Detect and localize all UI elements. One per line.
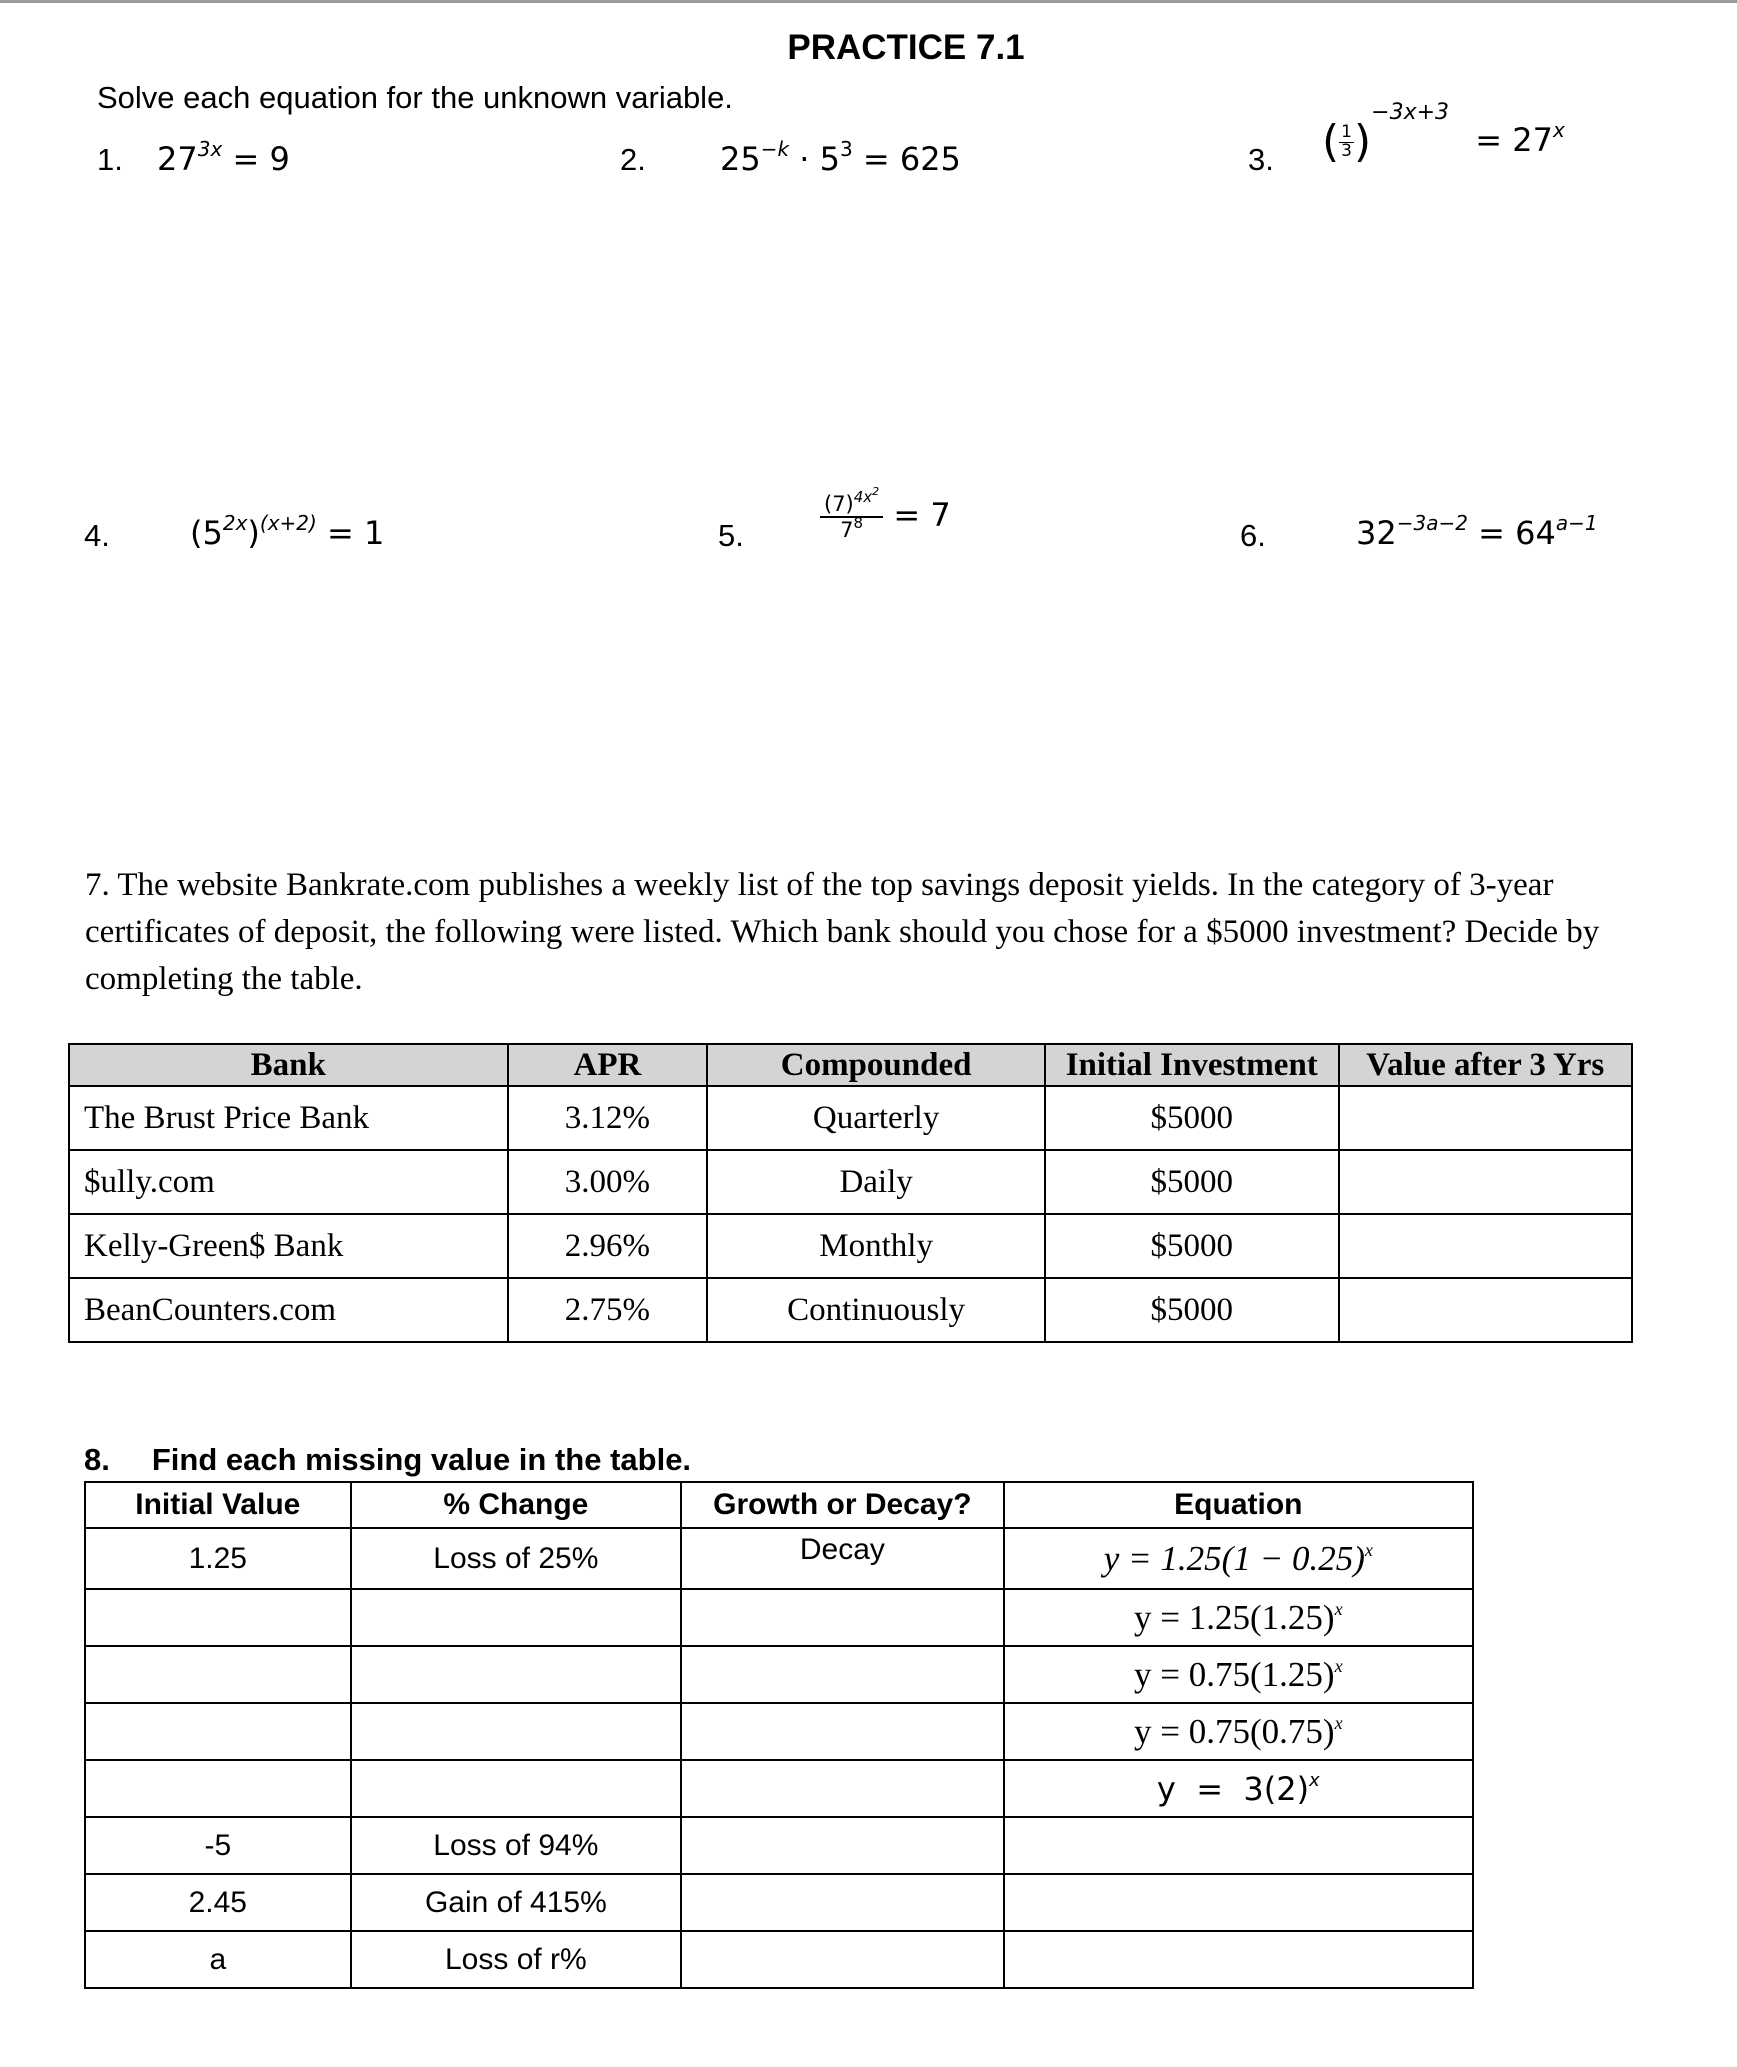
bank-name: $ully.com — [69, 1150, 508, 1214]
percent-change-cell[interactable]: Loss of r% — [351, 1931, 682, 1988]
growth-decay-cell[interactable] — [681, 1874, 1004, 1931]
initial-value-cell[interactable] — [85, 1760, 351, 1817]
percent-change-cell[interactable] — [351, 1703, 682, 1760]
problem-1-number: 1. — [97, 142, 123, 177]
problem-6-equation: $32^{-3a-2} = 64^{a-1}$ — [1356, 511, 1598, 552]
header-percent-change: % Change — [351, 1482, 682, 1528]
percent-change-cell[interactable]: Loss of 94% — [351, 1817, 682, 1874]
table-row — [85, 1760, 1473, 1817]
equation-cell[interactable]: $y = 0.75(1.25)^x$ — [1004, 1646, 1473, 1703]
problem-6-number: 6. — [1240, 518, 1266, 553]
problem-5-number: 5. — [718, 518, 744, 553]
table-row — [85, 1589, 1473, 1646]
apr-value: 3.12% — [508, 1086, 708, 1150]
page-title: PRACTICE 7.1 — [787, 28, 1025, 67]
growth-decay-cell[interactable] — [681, 1646, 1004, 1703]
investment-value: $5000 — [1045, 1086, 1339, 1150]
initial-value-cell[interactable] — [85, 1646, 351, 1703]
table-row — [69, 1086, 1632, 1150]
header-equation: Equation — [1004, 1482, 1473, 1528]
header-bank: Bank — [69, 1044, 508, 1086]
table-row — [85, 1931, 1473, 1988]
header-growth-or-decay: Growth or Decay? — [681, 1482, 1004, 1528]
table-row — [69, 1278, 1632, 1342]
fraction: $\frac{(7)^{4x^2}}{7^8}$ — [820, 492, 883, 542]
compounded-value: Daily — [707, 1150, 1045, 1214]
table-row — [85, 1528, 1473, 1589]
problem-1-equation: $27^{3x} = 9$ — [157, 137, 290, 178]
compounded-value: Monthly — [707, 1214, 1045, 1278]
compounded-value: Continuously — [707, 1278, 1045, 1342]
problem-4-number: 4. — [84, 518, 110, 553]
initial-value-cell[interactable]: 2.45 — [85, 1874, 351, 1931]
equation-cell[interactable] — [1004, 1874, 1473, 1931]
equation-cell[interactable]: $y = 1.25(1.25)^x$ — [1004, 1589, 1473, 1646]
compounded-value: Quarterly — [707, 1086, 1045, 1150]
apr-value: 2.96% — [508, 1214, 708, 1278]
percent-change-cell[interactable]: Loss of 25% — [351, 1528, 682, 1589]
table-row — [85, 1874, 1473, 1931]
growth-decay-cell[interactable] — [681, 1703, 1004, 1760]
problem-2-equation: $25^{-k} \cdot 5^3 = 625$ — [720, 137, 961, 178]
table-row — [69, 1214, 1632, 1278]
equation-cell[interactable] — [1004, 1931, 1473, 1988]
problem-5-equation: $\frac{(7)^{4x^2}}{7^8}$ = 7 — [820, 492, 951, 542]
problem-3-equation: ( $\frac{1}{3}$ )$^{-3x+3} = 27^x$ — [1322, 100, 1565, 167]
bank-name: BeanCounters.com — [69, 1278, 508, 1342]
growth-decay-cell[interactable] — [681, 1589, 1004, 1646]
percent-change-cell[interactable] — [351, 1760, 682, 1817]
initial-value-cell[interactable] — [85, 1589, 351, 1646]
header-initial-value: Initial Value — [85, 1482, 351, 1528]
investment-value: $5000 — [1045, 1150, 1339, 1214]
growth-decay-cell[interactable] — [681, 1817, 1004, 1874]
header-initial-investment: Initial Investment — [1045, 1044, 1339, 1086]
bank-table — [68, 1043, 1633, 1343]
top-border-line — [0, 0, 1737, 3]
growth-decay-table — [84, 1481, 1474, 1989]
table-header-row — [69, 1044, 1632, 1086]
value-after-cell[interactable] — [1339, 1086, 1632, 1150]
equation-cell[interactable]: $y = 3(2)^x$ — [1004, 1760, 1473, 1817]
problem-4-equation: $(5^{2x})^{(x+2)} = 1$ — [190, 511, 385, 552]
equation-cell[interactable] — [1004, 1817, 1473, 1874]
table-row — [85, 1817, 1473, 1874]
value-after-cell[interactable] — [1339, 1278, 1632, 1342]
initial-value-cell[interactable]: 1.25 — [85, 1528, 351, 1589]
value-after-cell[interactable] — [1339, 1214, 1632, 1278]
table-row — [85, 1646, 1473, 1703]
apr-value: 2.75% — [508, 1278, 708, 1342]
apr-value: 3.00% — [508, 1150, 708, 1214]
initial-value-cell[interactable]: -5 — [85, 1817, 351, 1874]
percent-change-cell[interactable]: Gain of 415% — [351, 1874, 682, 1931]
value-after-cell[interactable] — [1339, 1150, 1632, 1214]
table-row — [85, 1703, 1473, 1760]
equation-cell[interactable]: $y = 0.75(0.75)^x$ — [1004, 1703, 1473, 1760]
bank-name: Kelly-Green$ Bank — [69, 1214, 508, 1278]
problem-3-number: 3. — [1248, 142, 1274, 177]
growth-decay-cell[interactable]: Decay — [681, 1528, 1004, 1589]
table-row — [69, 1150, 1632, 1214]
problem-2-number: 2. — [620, 142, 646, 177]
initial-value-cell[interactable]: a — [85, 1931, 351, 1988]
header-compounded: Compounded — [707, 1044, 1045, 1086]
bank-name: The Brust Price Bank — [69, 1086, 508, 1150]
investment-value: $5000 — [1045, 1214, 1339, 1278]
growth-decay-cell[interactable] — [681, 1931, 1004, 1988]
initial-value-cell[interactable] — [85, 1703, 351, 1760]
investment-value: $5000 — [1045, 1278, 1339, 1342]
equation-cell[interactable]: $y = 1.25(1 - 0.25)^x$ — [1004, 1528, 1473, 1589]
instructions: Solve each equation for the unknown variable. — [97, 80, 733, 115]
question-7-text: 7. The website Bankrate.com publishes a weekly list of the top savings deposit yields. In the category of 3-year certificates of deposit, the following were listed. Which bank should you chose for a $5000 investment? Decide by completing the table. — [85, 867, 1600, 997]
question-8-heading: 8. Find each missing value in the table. — [84, 1442, 692, 1477]
percent-change-cell[interactable] — [351, 1646, 682, 1703]
header-value-after: Value after 3 Yrs — [1339, 1044, 1632, 1086]
fraction-one-third: $\frac{1}{3}$ — [1341, 121, 1352, 161]
table-header-row — [85, 1482, 1473, 1528]
header-apr: APR — [508, 1044, 708, 1086]
percent-change-cell[interactable] — [351, 1589, 682, 1646]
growth-decay-cell[interactable] — [681, 1760, 1004, 1817]
